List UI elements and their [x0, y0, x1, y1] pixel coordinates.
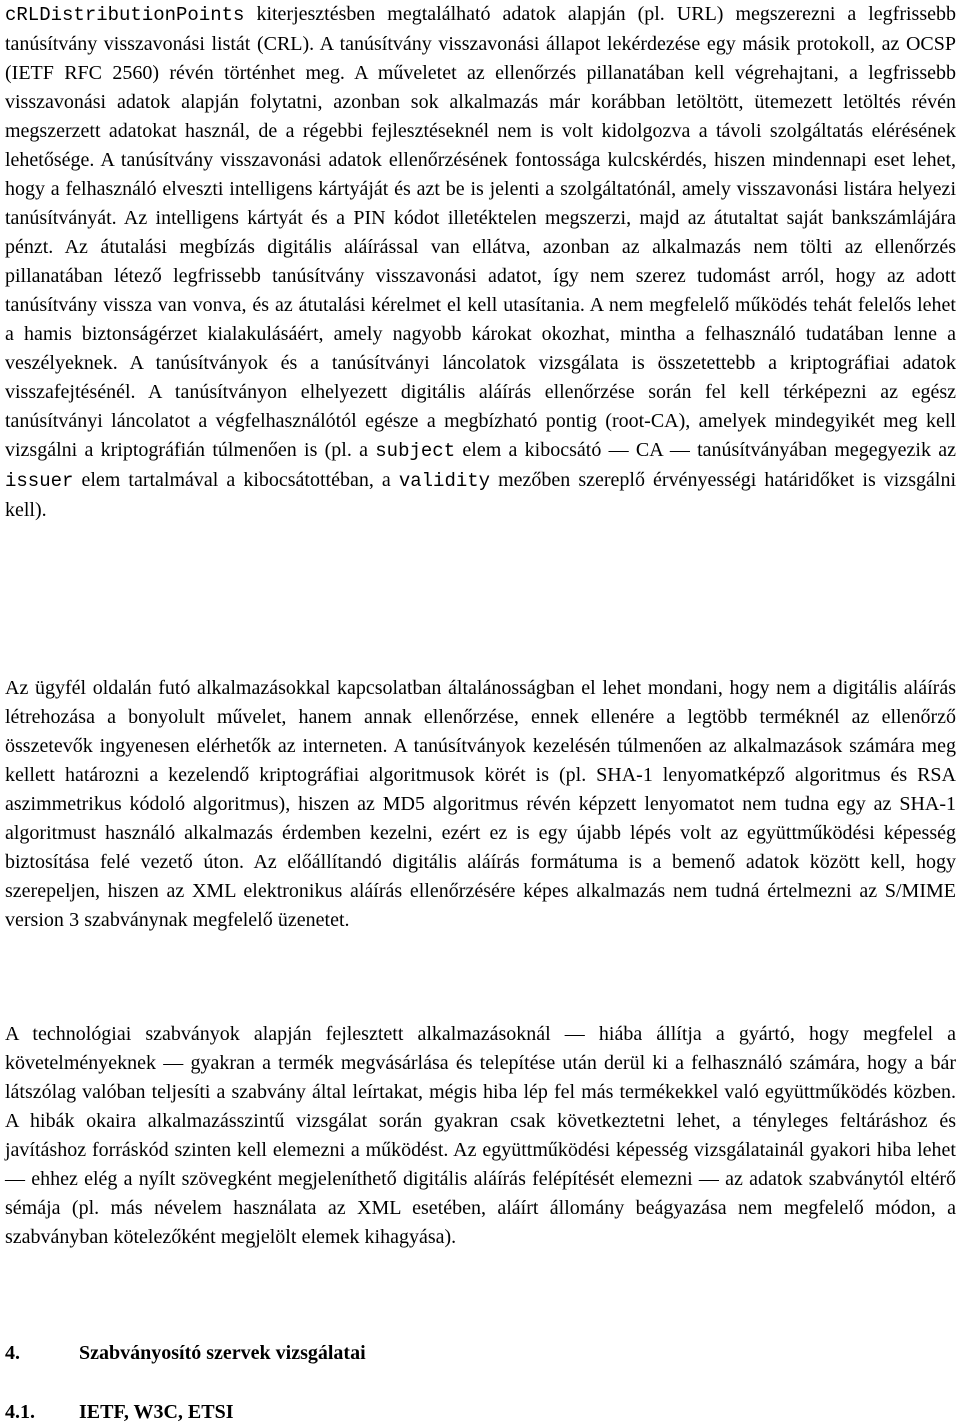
code-term-issuer: issuer	[5, 470, 74, 492]
section-number: 4.	[5, 1342, 20, 1364]
paragraph-text: kiterjesztésben megtalálható adatok alapján (pl. URL) megszerezni a legfrissebb tanúsítvány visszavonási listát (CRL). A tanúsítvány visszavonási állapot lekérdezése egy másik protokoll, az OCSP (IETF RFC 2560) révén történhet meg. A műveletet az ellenőrzés pillanatában kell végrehajtani, a legfrissebb visszavonási adatok alapján folytatni, azonban sok alkalmazás már korábban letöltött, ütemezett letöltés révén megszerzett adatokat használ, de a régebbi fejlesztéseknél nem is volt kidolgozva a távoli szolgáltatás elérésének lehetősége. A tanúsítvány visszavonási adatok ellenőrzésének fontossága kulcskérdés, hiszen mindennapi eset lehet, hogy a felhasználó elveszti intelligens kártyáját és azt be is jelenti a szolgáltatónál, amely visszavonási listára helyezi tanúsítványát. Az intelligens kártyát és a PIN kódot illetéktelen megszerzi, majd az átutaltat saját bankszámlájára pénzt. Az átutalási megbízás digitális aláírással van ellátva, azonban az alkalmazás nem tölti az ellenőrzés pillanatában létező legfrissebb tanúsítvány visszavonási adatot, így nem szerez tudomást arról, hogy az adott tanúsítvány vissza van vonva, és az átutalási kérelmet el kell utasítania. A nem megfelelő működés tehát felelős lehet a hamis biztonságérzet kialakulásáért, amely nagyobb károkat okozhat, mintha a felhasználó tudatában lenne a veszélyeknek. A tanúsítványok és a tanúsítványi láncolatok vizsgálata is összetettebb a kriptográfiai adatok visszafejtésénél. A tanúsítványon elhelyezett digitális aláírás ellenőrzése során fel kell térképezni az egész tanúsítványi láncolatot a végfelhasználótól egésze a megbízható pontig (root-CA), amelyek mindegyikét meg kell vizsgálni a kriptográfián túlmenően is (pl. a	[5, 3, 956, 461]
section-heading-4-1	[5, 1398, 234, 1427]
section-heading-4	[5, 1339, 366, 1368]
paragraph-crl-ocsp	[5, 0, 956, 525]
paragraph-text: elem tartalmával a kibocsátottéban, a	[73, 469, 399, 491]
paragraph-text: elem a kibocsátó — CA — tanúsítványában megegyezik az	[455, 439, 956, 461]
section-title: Szabványosító szervek vizsgálatai	[79, 1342, 366, 1364]
code-term-crldistributionpoints: cRLDistributionPoints	[5, 4, 245, 26]
code-term-validity: validity	[398, 470, 491, 492]
section-number: 4.1.	[5, 1401, 35, 1423]
paragraph-text: mezőben szereplő érvényességi határidőket is vizsgálni kell).	[5, 469, 956, 521]
paragraph-technology-standards: A technológiai szabványok alapján fejlesztett alkalmazásoknál — hiába állítja a gyártó, hogy megfelel a követelményeknek — gyakran a termék megvásárlása és telepítése után derül ki a felhasználó számára, hogy a bár látszólag valóban teljesíti a szabvány által leírtakat, mégis hiba lép fel más termékekkel való együttműködés közben. A hibák okaira alkalmazásszintű vizsgálat során gyakran csak következtetni lehet, a tényleges feltáráshoz és javításhoz forráskód szinten kell elemezni a működést. Az együttműködési képesség vizsgálatainál gyakori hiba lehet — ehhez elég a nyílt szövegként megjeleníthető digitális aláírás felépítését elemezni — az adatok szabványtól eltérő sémája (pl. más névelem használata az XML esetében, aláírt állomány beágyazása nem megfelelő módon, a szabványban kötelezőként megjelölt elemek kihagyása).	[5, 1023, 956, 1248]
section-title: IETF, W3C, ETSI	[79, 1401, 234, 1423]
paragraph-client-applications: Az ügyfél oldalán futó alkalmazásokkal kapcsolatban általánosságban el lehet mondani, hogy nem a digitális aláírás létrehozása a bonyolult művelet, hanem annak ellenőrzése, ennek ellenére a legtöbb terméknél az ellenőrző összetevők ingyenesen elérhetők az interneten. A tanúsítványok kezelésén túlmenően az alkalmazások számára meg kellett határozni a kezelendő kriptográfiai algoritmusok körét is (pl. SHA-1 lenyomatképző algoritmus és RSA aszimmetrikus kódoló algoritmus), hiszen az MD5 algoritmus révén képzett lenyomatot nem tudna egy az SHA-1 algoritmust használó alkalmazás érdemben kezelni, ezért ez is egy újabb lépés volt az együttműködési képesség biztosítása felé vezető úton. Az előállítandó digitális aláírás formátuma is a bemenő adatok között kell, hogy szerepeljen, hiszen az XML elektronikus aláírás ellenőrzésére képes alkalmazás nem tudná értelmezni az S/MIME version 3 szabványnak megfelelő üzenetet.	[5, 677, 956, 931]
code-term-subject: subject	[375, 440, 456, 462]
